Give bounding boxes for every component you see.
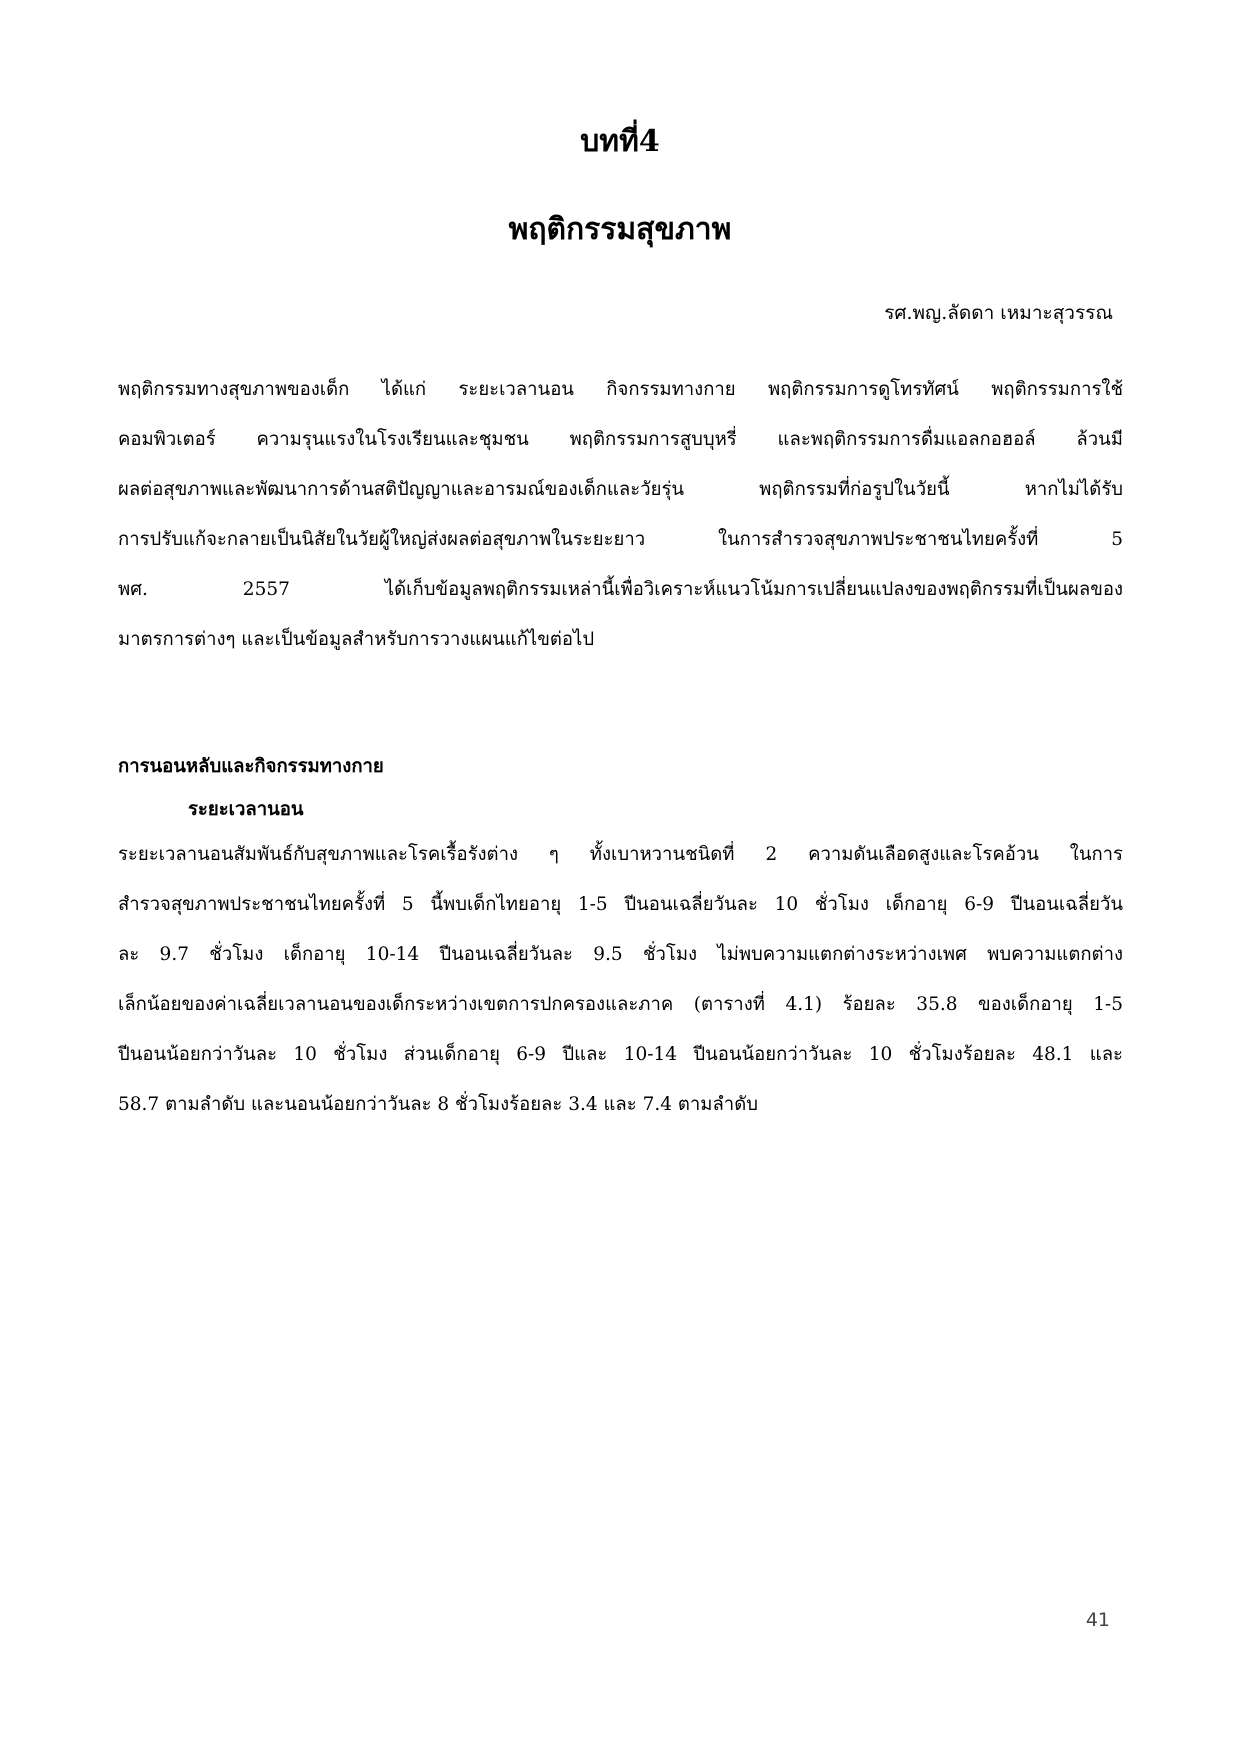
paragraph-line: เล็กน้อยของค่าเฉลี่ยเวลานอนของเด็กระหว่างเขตการปกครองและภาค (ตารางที่ 4.1) ร้อยละ 35.8 ของเด็กอายุ 1-5 [118,994,1123,1015]
paragraph-line: พฤติกรรมทางสุขภาพของเด็ก ได้แก่ ระยะเวลานอน กิจกรรมทางกาย พฤติกรรมการดูโทรทัศน์ พฤติกรรมการใช้ [118,379,1123,400]
paragraph-line: 58.7 ตามลำดับ และนอนน้อยกว่าวันละ 8 ชั่วโมงร้อยละ 3.4 และ 7.4 ตามลำดับ [118,1094,758,1115]
paragraph-line: ละ 9.7 ชั่วโมง เด็กอายุ 10-14 ปีนอนเฉลี่ยวันละ 9.5 ชั่วโมง ไม่พบความแตกต่างระหว่างเพศ พบความแตกต่าง [118,944,1123,965]
paragraph-line: ระยะเวลานอนสัมพันธ์กับสุขภาพและโรคเรื้อรังต่าง ๆ ทั้งเบาหวานชนิดที่ 2 ความดันเลือดสูงและโรคอ้วน ในการ [118,844,1123,865]
paragraph-line: สำรวจสุขภาพประชาชนไทยครั้งที่ 5 นี้พบเด็กไทยอายุ 1-5 ปีนอนเฉลี่ยวันละ 10 ชั่วโมง เด็กอายุ 6-9 ปีนอนเฉลี่ยวัน [118,894,1123,915]
subsection-heading: ระยะเวลานอน [188,799,304,820]
author-byline: รศ.พญ.ลัดดา เหมาะสุวรรณ [884,302,1113,324]
intro-paragraph [118,365,1123,665]
paragraph-line: คอมพิวเตอร์ ความรุนแรงในโรงเรียนและชุมชน พฤติกรรมการสูบบุหรี่ และพฤติกรรมการดื่มแอลกอฮอล์ ล้วนมี [118,429,1123,450]
chapter-title: พฤติกรรมสุขภาพ [508,212,732,247]
section-heading: การนอนหลับและกิจกรรมทางกาย [118,756,384,777]
paragraph-line: ผลต่อสุขภาพและพัฒนาการด้านสติปัญญาและอารมณ์ของเด็กและวัยรุ่น พฤติกรรมที่ก่อรูปในวัยนี้ หากไม่ได้รับ [118,479,1123,500]
paragraph-line: พศ. 2557 ได้เก็บข้อมูลพฤติกรรมเหล่านี้เพื่อวิเคราะห์แนวโน้มการเปลี่ยนแปลงของพฤติกรรมที่เป็นผลของ [118,579,1123,600]
paragraph-line: การปรับแก้จะกลายเป็นนิสัยในวัยผู้ใหญ่ส่งผลต่อสุขภาพในระยะยาว ในการสำรวจสุขภาพประชาชนไทยครั้งที่ 5 [118,529,1123,550]
page-number: 41 [1085,1609,1110,1631]
chapter-number: บทที่4 [580,124,660,159]
sleep-duration-paragraph [118,830,1123,1130]
paragraph-line: มาตรการต่างๆ และเป็นข้อมูลสำหรับการวางแผนแก้ไขต่อไป [118,629,595,650]
paragraph-line: ปีนอนน้อยกว่าวันละ 10 ชั่วโมง ส่วนเด็กอายุ 6-9 ปีและ 10-14 ปีนอนน้อยกว่าวันละ 10 ชั่วโมงร้อยละ 48.1 และ [118,1044,1123,1065]
